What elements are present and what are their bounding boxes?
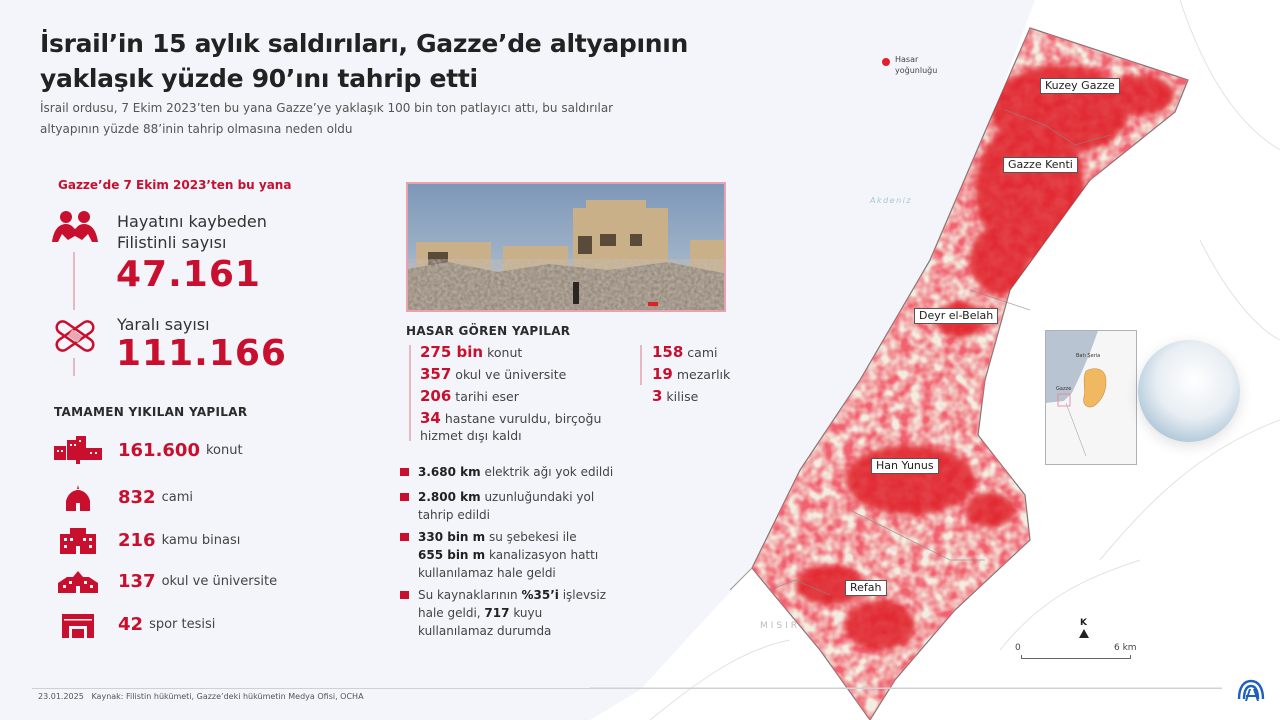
bullet-square-icon: [400, 468, 409, 476]
family-icon: [48, 210, 102, 250]
headline: [40, 26, 780, 96]
damaged-hospitals: 34 hastane vuruldu, birçoğu hizmet dışı kaldı: [420, 409, 602, 443]
infrastructure-item: Su kaynaklarının %35’i işlevsiz hale geldi, 717 kuyu kullanılamaz durumda: [400, 586, 710, 640]
scale-bar: [1021, 655, 1131, 659]
destroyed-label: kamu binası: [161, 532, 241, 548]
damaged-item: 19 mezarlık: [652, 365, 731, 383]
since-title: Gazze’de 7 Ekim 2023’ten bu yana: [58, 178, 292, 192]
footer-source: Kaynak: Filistin hükümeti, Gazze’deki hükümetin Medya Ofisi, OCHA: [91, 692, 364, 701]
damaged-section-title: HASAR GÖREN YAPILAR: [406, 324, 571, 338]
mosque-icon: [52, 483, 104, 511]
rubble-photo: [406, 182, 726, 312]
damaged-left-line: [409, 345, 411, 441]
damaged-right-line: [640, 345, 642, 385]
headline-line-1: İsrail’in 15 aylık saldırıları, Gazze’de altyapının: [40, 29, 689, 58]
damaged-item: 206 tarihi eser: [420, 387, 519, 405]
infrastructure-item: 330 bin m su şebekesi ile 655 bin m kanalizasyon hattı kullanılamaz hale geldi: [400, 528, 710, 582]
stadium-icon: [52, 610, 104, 638]
city-label-gazze-kenti: Gazze Kenti: [1003, 157, 1078, 173]
sea-label: Akdeniz: [870, 196, 913, 205]
destroyed-section-title: TAMAMEN YIKILAN YAPILAR: [54, 405, 248, 419]
infrastructure-item: 3.680 km elektrik ağı yok edildi: [400, 463, 710, 481]
bullet-square-icon: [400, 493, 409, 501]
damage-legend: Hasar yoğunluğu: [895, 55, 938, 75]
damaged-item: 3 kilise: [652, 387, 699, 405]
footer-divider: [32, 688, 1222, 689]
timeline-line: [73, 252, 75, 310]
scale-end: 6 km: [1114, 643, 1137, 653]
country-label: MISIR: [760, 621, 801, 631]
bullet-square-icon: [400, 591, 409, 599]
destroyed-label: spor tesisi: [149, 616, 216, 632]
bullet-square-icon: [400, 533, 409, 541]
killed-value: 47.161: [116, 254, 261, 295]
damaged-item: 275 bin konut: [420, 343, 523, 361]
city-label-han-yunus: Han Yunus: [871, 458, 939, 474]
public-building-icon: [52, 526, 104, 554]
destroyed-item: [52, 566, 277, 596]
destroyed-label: okul ve üniversite: [161, 573, 278, 589]
damaged-item: 158 cami: [652, 343, 718, 361]
destroyed-item: [52, 435, 243, 465]
destroyed-value: 161.600: [118, 439, 200, 461]
city-label-kuzey-gazze: Kuzey Gazze: [1040, 78, 1120, 94]
subheadline: İsrail ordusu, 7 Ekim 2023’ten bu yana Gazze’ye yaklaşık 100 bin ton patlayıcı attı, bu saldırılar altyapının yüzde 88’inin tahrip olmasına neden oldu: [40, 101, 614, 136]
injured-label: Yaralı sayısı: [117, 315, 210, 334]
north-arrow-icon: [1079, 629, 1089, 638]
destroyed-buildings-image: [408, 184, 726, 312]
school-icon: [52, 567, 104, 595]
destroyed-value: 832: [118, 486, 156, 508]
destroyed-item: [52, 609, 215, 639]
inset-label-west-bank: Batı Şeria: [1076, 353, 1101, 359]
anadolu-agency-logo-icon: [1236, 677, 1266, 703]
bandage-icon: [50, 316, 100, 356]
destroyed-value: 42: [118, 613, 144, 635]
destroyed-value: 216: [118, 529, 156, 551]
inset-label-gaza: Gazze: [1056, 386, 1072, 392]
timeline-line-lower: [73, 358, 75, 376]
inset-locator-map: [1045, 330, 1137, 465]
globe-icon: [1138, 340, 1240, 442]
destroyed-label: konut: [205, 442, 243, 458]
destroyed-item: [52, 525, 240, 555]
north-label: K: [1080, 618, 1087, 628]
city-label-refah: Refah: [845, 580, 887, 596]
infrastructure-item: 2.800 km uzunluğundaki yol tahrip edildi: [400, 488, 710, 524]
apartment-icon: [52, 436, 104, 464]
destroyed-label: cami: [161, 489, 193, 505]
injured-value: 111.166: [116, 333, 287, 374]
headline-line-2: yaklaşık yüzde 90’ını tahrip etti: [40, 64, 478, 93]
damaged-item: 357 okul ve üniversite: [420, 365, 567, 383]
damage-legend-dot-icon: [882, 58, 890, 66]
city-label-deyr-el-belah: Deyr el-Belah: [914, 308, 998, 324]
killed-label: Hayatını kaybeden Filistinli sayısı: [117, 212, 267, 252]
footer-date: 23.01.2025: [38, 692, 84, 701]
destroyed-value: 137: [118, 570, 156, 592]
destroyed-item: [52, 482, 193, 512]
scale-start: 0: [1015, 643, 1021, 653]
footer: [38, 692, 364, 701]
